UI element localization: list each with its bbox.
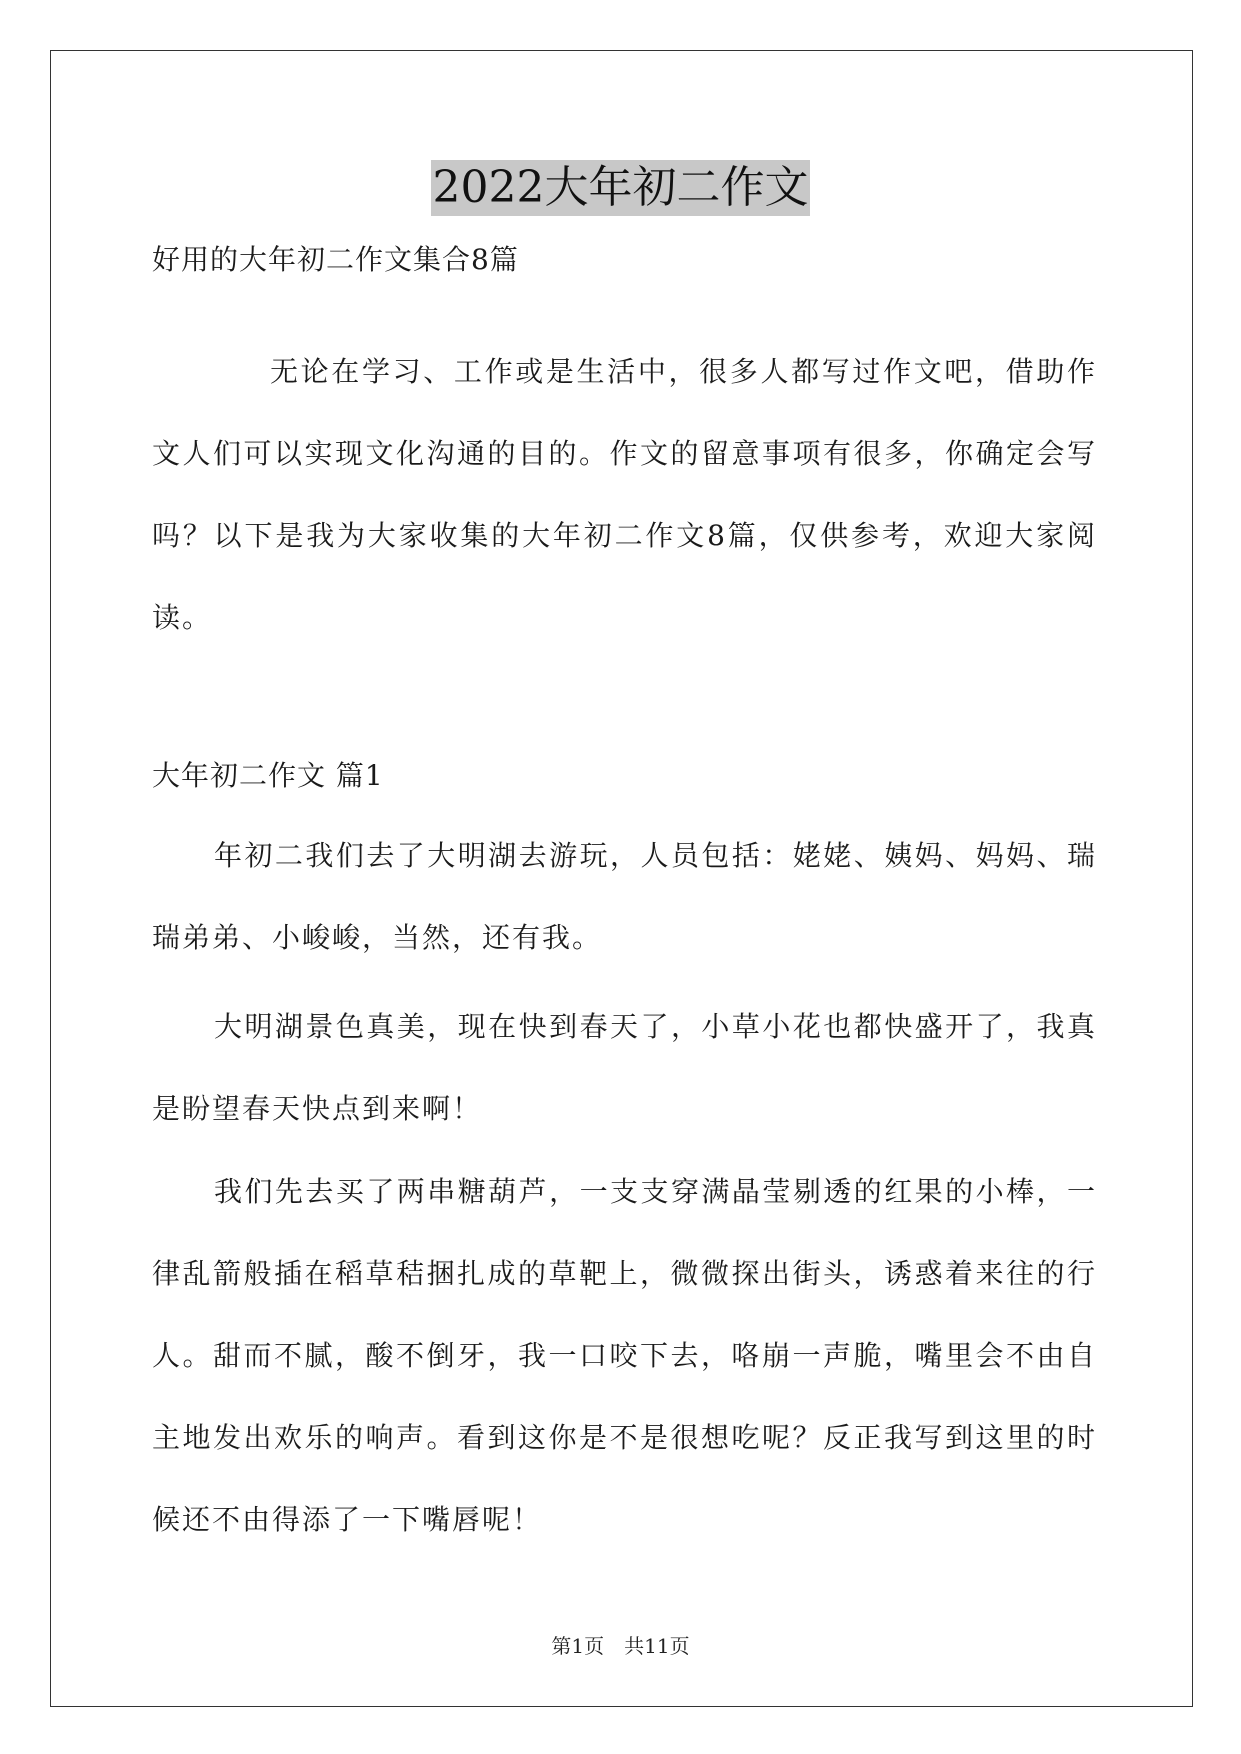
document-subtitle: 好用的大年初二作文集合8篇 [152,243,519,276]
body-paragraph: 我们先去买了两串糖葫芦，一支支穿满晶莹剔透的红果的小棒，一律乱箭般插在稻草秸捆扎成的草靶上，微微探出街头，诱惑着来往的行人。甜而不腻，酸不倒牙，我一口咬下去，咯崩一声脆，嘴里会不由自主地发出欢乐的响声。看到这你是不是很想吃呢？反正我写到这里的时候还不由得添了一下嘴唇呢！ [152,1175,1097,1536]
document-title: 2022大年初二作文 [431,160,811,216]
page-footer: 第1页 共11页 [551,1634,690,1658]
body-paragraph: 年初二我们去了大明湖去游玩，人员包括：姥姥、姨妈、妈妈、瑞瑞弟弟、小峻峻，当然，还有我。 [152,839,1097,954]
section-heading: 大年初二作文 篇1 [152,759,384,792]
title-container [0,160,1241,216]
body-paragraph: 大明湖景色真美，现在快到春天了，小草小花也都快盛开了，我真是盼望春天快点到来啊！ [152,1010,1097,1125]
intro-paragraph: 无论在学习、工作或是生活中，很多人都写过作文吧，借助作文人们可以实现文化沟通的目的。作文的留意事项有很多，你确定会写吗？以下是我为大家收集的大年初二作文8篇，仅供参考，欢迎大家阅读。 [152,355,1097,634]
